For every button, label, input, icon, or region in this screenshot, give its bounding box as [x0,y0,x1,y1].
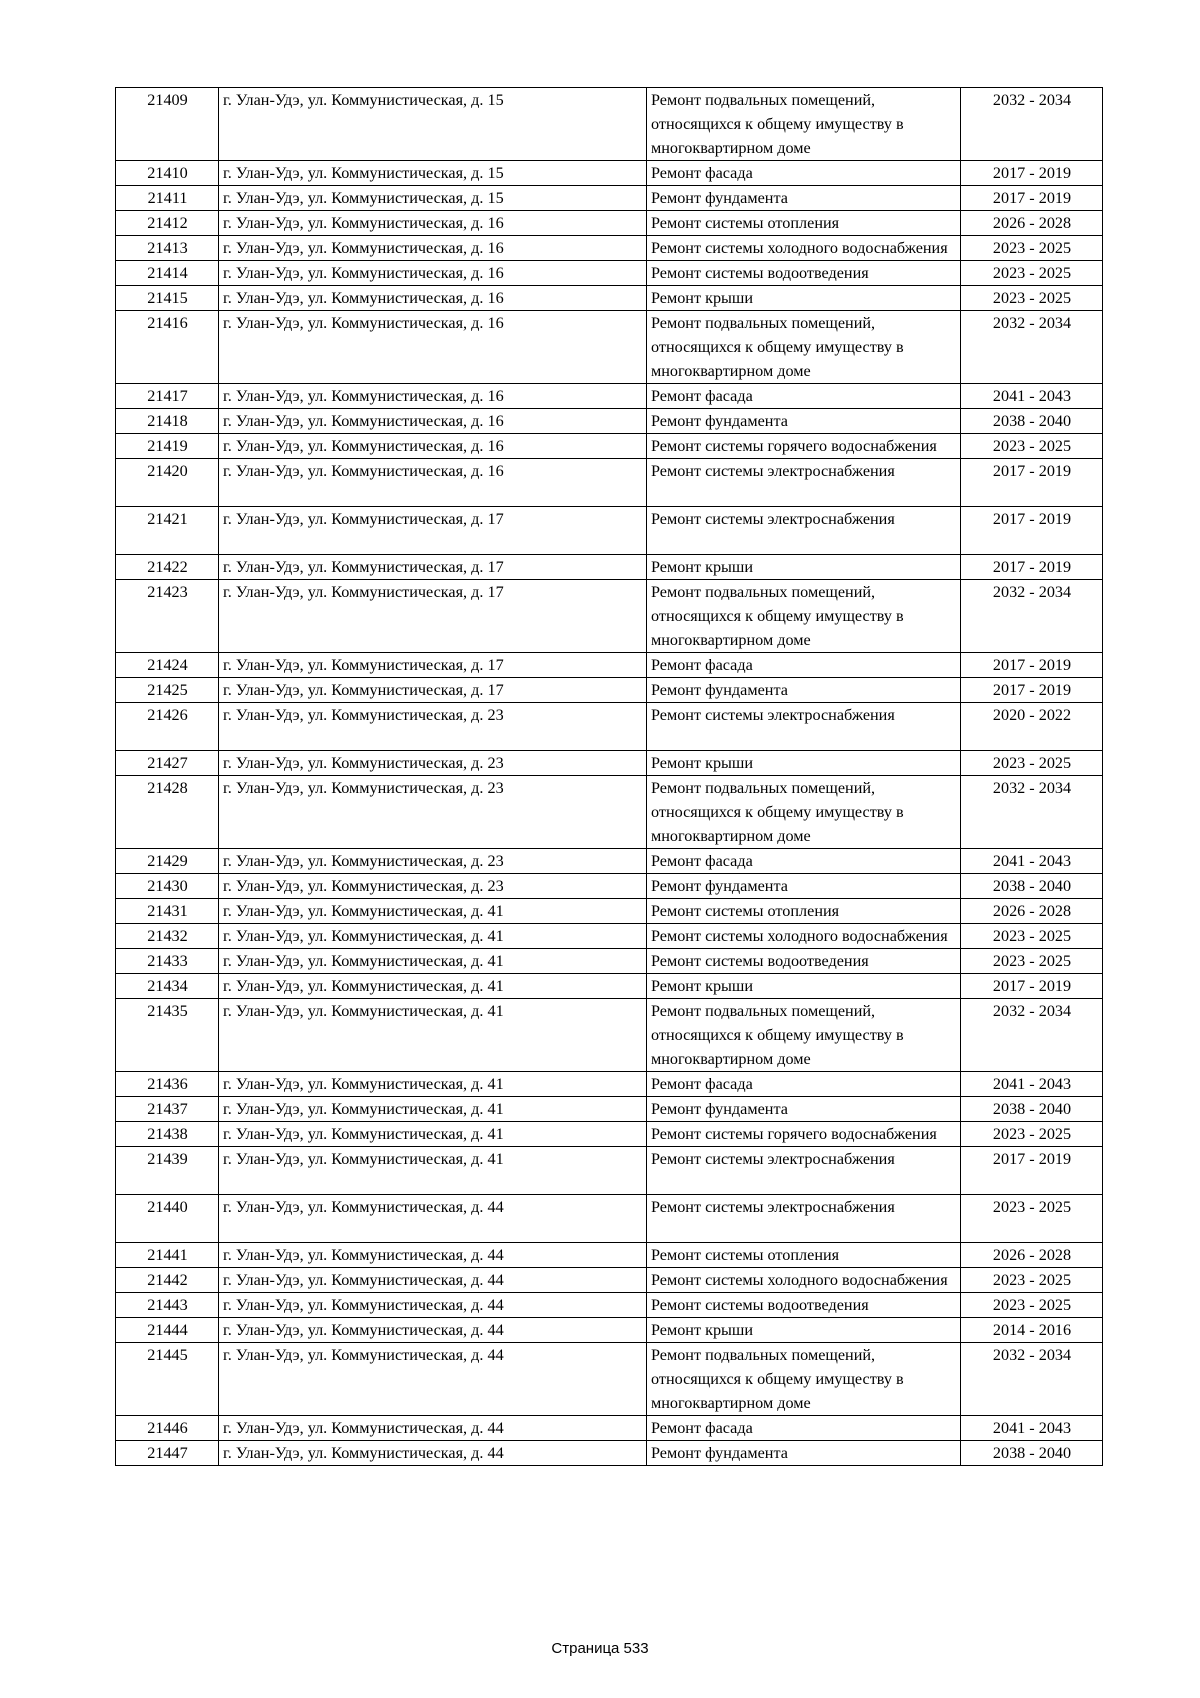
row-number: 21435 [116,999,219,1072]
row-number: 21413 [116,236,219,261]
address-cell: г. Улан-Удэ, ул. Коммунистическая, д. 41 [219,899,647,924]
address-cell: г. Улан-Удэ, ул. Коммунистическая, д. 16 [219,261,647,286]
table-row [116,311,1103,384]
period-cell: 2041 - 2043 [961,1416,1103,1441]
row-number: 21437 [116,1097,219,1122]
table-row [116,974,1103,999]
period-cell: 2017 - 2019 [961,507,1103,555]
row-number: 21429 [116,849,219,874]
address-cell: г. Улан-Удэ, ул. Коммунистическая, д. 41 [219,1147,647,1195]
period-cell: 2014 - 2016 [961,1318,1103,1343]
address-cell: г. Улан-Удэ, ул. Коммунистическая, д. 17 [219,580,647,653]
period-cell: 2038 - 2040 [961,1097,1103,1122]
period-cell: 2032 - 2034 [961,999,1103,1072]
row-number: 21438 [116,1122,219,1147]
table-row [116,999,1103,1072]
work-type-cell: Ремонт крыши [647,555,961,580]
work-type-cell: Ремонт системы холодного водоснабжения [647,236,961,261]
row-number: 21412 [116,211,219,236]
row-number: 21420 [116,459,219,507]
address-cell: г. Улан-Удэ, ул. Коммунистическая, д. 16 [219,286,647,311]
work-type-cell: Ремонт подвальных помещений, относящихся к общему имуществу в многоквартирном доме [647,88,961,161]
table-row [116,409,1103,434]
work-type-cell: Ремонт системы холодного водоснабжения [647,924,961,949]
work-type-cell: Ремонт системы холодного водоснабжения [647,1268,961,1293]
table-row [116,1195,1103,1243]
address-cell: г. Улан-Удэ, ул. Коммунистическая, д. 44 [219,1416,647,1441]
row-number: 21418 [116,409,219,434]
address-cell: г. Улан-Удэ, ул. Коммунистическая, д. 15 [219,88,647,161]
table-row [116,949,1103,974]
row-number: 21416 [116,311,219,384]
work-type-cell: Ремонт подвальных помещений, относящихся к общему имуществу в многоквартирном доме [647,580,961,653]
period-cell: 2023 - 2025 [961,949,1103,974]
address-cell: г. Улан-Удэ, ул. Коммунистическая, д. 15 [219,186,647,211]
table-row [116,161,1103,186]
period-cell: 2023 - 2025 [961,261,1103,286]
period-cell: 2032 - 2034 [961,776,1103,849]
work-type-cell: Ремонт крыши [647,974,961,999]
row-number: 21439 [116,1147,219,1195]
period-cell: 2032 - 2034 [961,88,1103,161]
period-cell: 2017 - 2019 [961,974,1103,999]
address-cell: г. Улан-Удэ, ул. Коммунистическая, д. 41 [219,1122,647,1147]
row-number: 21432 [116,924,219,949]
work-type-cell: Ремонт системы электроснабжения [647,507,961,555]
table-row [116,1318,1103,1343]
period-cell: 2041 - 2043 [961,384,1103,409]
period-cell: 2017 - 2019 [961,555,1103,580]
work-type-cell: Ремонт системы водоотведения [647,949,961,974]
address-cell: г. Улан-Удэ, ул. Коммунистическая, д. 15 [219,161,647,186]
table-row [116,776,1103,849]
table-row [116,555,1103,580]
row-number: 21436 [116,1072,219,1097]
work-type-cell: Ремонт фасада [647,161,961,186]
row-number: 21421 [116,507,219,555]
row-number: 21415 [116,286,219,311]
address-cell: г. Улан-Удэ, ул. Коммунистическая, д. 41 [219,924,647,949]
table-row [116,751,1103,776]
address-cell: г. Улан-Удэ, ул. Коммунистическая, д. 23 [219,849,647,874]
work-type-cell: Ремонт фундамента [647,874,961,899]
work-type-cell: Ремонт фасада [647,849,961,874]
table-row [116,211,1103,236]
table-row [116,874,1103,899]
period-cell: 2017 - 2019 [961,678,1103,703]
period-cell: 2038 - 2040 [961,874,1103,899]
row-number: 21422 [116,555,219,580]
period-cell: 2041 - 2043 [961,849,1103,874]
row-number: 21425 [116,678,219,703]
work-type-cell: Ремонт системы водоотведения [647,1293,961,1318]
address-cell: г. Улан-Удэ, ул. Коммунистическая, д. 44 [219,1268,647,1293]
work-type-cell: Ремонт системы электроснабжения [647,1147,961,1195]
row-number: 21444 [116,1318,219,1343]
work-type-cell: Ремонт системы водоотведения [647,261,961,286]
address-cell: г. Улан-Удэ, ул. Коммунистическая, д. 41 [219,974,647,999]
work-type-cell: Ремонт системы горячего водоснабжения [647,1122,961,1147]
row-number: 21434 [116,974,219,999]
work-type-cell: Ремонт фасада [647,1416,961,1441]
address-cell: г. Улан-Удэ, ул. Коммунистическая, д. 17 [219,555,647,580]
work-type-cell: Ремонт фасада [647,1072,961,1097]
table-row [116,186,1103,211]
address-cell: г. Улан-Удэ, ул. Коммунистическая, д. 16 [219,236,647,261]
period-cell: 2032 - 2034 [961,580,1103,653]
row-number: 21423 [116,580,219,653]
address-cell: г. Улан-Удэ, ул. Коммунистическая, д. 17 [219,653,647,678]
address-cell: г. Улан-Удэ, ул. Коммунистическая, д. 16 [219,311,647,384]
row-number: 21410 [116,161,219,186]
address-cell: г. Улан-Удэ, ул. Коммунистическая, д. 16 [219,384,647,409]
row-number: 21427 [116,751,219,776]
work-type-cell: Ремонт подвальных помещений, относящихся к общему имуществу в многоквартирном доме [647,311,961,384]
period-cell: 2023 - 2025 [961,434,1103,459]
table-row [116,653,1103,678]
period-cell: 2023 - 2025 [961,1293,1103,1318]
address-cell: г. Улан-Удэ, ул. Коммунистическая, д. 17 [219,678,647,703]
period-cell: 2026 - 2028 [961,899,1103,924]
period-cell: 2023 - 2025 [961,1195,1103,1243]
table-row [116,849,1103,874]
table-row [116,507,1103,555]
work-type-cell: Ремонт системы электроснабжения [647,1195,961,1243]
row-number: 21424 [116,653,219,678]
table-row [116,1441,1103,1466]
period-cell: 2038 - 2040 [961,1441,1103,1466]
address-cell: г. Улан-Удэ, ул. Коммунистическая, д. 23 [219,703,647,751]
row-number: 21445 [116,1343,219,1416]
work-type-cell: Ремонт фундамента [647,1097,961,1122]
row-number: 21441 [116,1243,219,1268]
address-cell: г. Улан-Удэ, ул. Коммунистическая, д. 16 [219,434,647,459]
table-row [116,286,1103,311]
work-type-cell: Ремонт системы электроснабжения [647,703,961,751]
work-type-cell: Ремонт фундамента [647,678,961,703]
table-body [116,88,1103,1466]
row-number: 21414 [116,261,219,286]
work-type-cell: Ремонт системы отопления [647,899,961,924]
row-number: 21443 [116,1293,219,1318]
table-row [116,580,1103,653]
work-type-cell: Ремонт фундамента [647,409,961,434]
table-row [116,1268,1103,1293]
table-row [116,703,1103,751]
work-type-cell: Ремонт системы горячего водоснабжения [647,434,961,459]
row-number: 21433 [116,949,219,974]
address-cell: г. Улан-Удэ, ул. Коммунистическая, д. 41 [219,1097,647,1122]
table-row [116,1293,1103,1318]
row-number: 21411 [116,186,219,211]
row-number: 21409 [116,88,219,161]
table-row [116,1072,1103,1097]
row-number: 21428 [116,776,219,849]
table-row [116,1343,1103,1416]
address-cell: г. Улан-Удэ, ул. Коммунистическая, д. 44 [219,1318,647,1343]
address-cell: г. Улан-Удэ, ул. Коммунистическая, д. 41 [219,1072,647,1097]
work-type-cell: Ремонт фасада [647,653,961,678]
address-cell: г. Улан-Удэ, ул. Коммунистическая, д. 16 [219,459,647,507]
period-cell: 2017 - 2019 [961,186,1103,211]
table-row [116,261,1103,286]
work-type-cell: Ремонт крыши [647,1318,961,1343]
row-number: 21417 [116,384,219,409]
work-type-cell: Ремонт фасада [647,384,961,409]
address-cell: г. Улан-Удэ, ул. Коммунистическая, д. 23 [219,751,647,776]
period-cell: 2023 - 2025 [961,1122,1103,1147]
work-type-cell: Ремонт крыши [647,751,961,776]
address-cell: г. Улан-Удэ, ул. Коммунистическая, д. 44 [219,1293,647,1318]
address-cell: г. Улан-Удэ, ул. Коммунистическая, д. 44 [219,1195,647,1243]
address-cell: г. Улан-Удэ, ул. Коммунистическая, д. 23 [219,776,647,849]
table-row [116,1416,1103,1441]
period-cell: 2023 - 2025 [961,924,1103,949]
address-cell: г. Улан-Удэ, ул. Коммунистическая, д. 17 [219,507,647,555]
address-cell: г. Улан-Удэ, ул. Коммунистическая, д. 23 [219,874,647,899]
period-cell: 2023 - 2025 [961,236,1103,261]
table-row [116,459,1103,507]
row-number: 21440 [116,1195,219,1243]
period-cell: 2017 - 2019 [961,161,1103,186]
address-cell: г. Улан-Удэ, ул. Коммунистическая, д. 44 [219,1243,647,1268]
row-number: 21431 [116,899,219,924]
table-row [116,236,1103,261]
work-type-cell: Ремонт подвальных помещений, относящихся к общему имуществу в многоквартирном доме [647,1343,961,1416]
table-row [116,899,1103,924]
address-cell: г. Улан-Удэ, ул. Коммунистическая, д. 41 [219,949,647,974]
address-cell: г. Улан-Удэ, ул. Коммунистическая, д. 44 [219,1343,647,1416]
table-row [116,1122,1103,1147]
row-number: 21442 [116,1268,219,1293]
table-row [116,384,1103,409]
table-row [116,434,1103,459]
work-type-cell: Ремонт крыши [647,286,961,311]
table-row [116,1243,1103,1268]
address-cell: г. Улан-Удэ, ул. Коммунистическая, д. 44 [219,1441,647,1466]
work-type-cell: Ремонт фундамента [647,186,961,211]
work-type-cell: Ремонт фундамента [647,1441,961,1466]
period-cell: 2032 - 2034 [961,1343,1103,1416]
row-number: 21426 [116,703,219,751]
period-cell: 2023 - 2025 [961,286,1103,311]
row-number: 21419 [116,434,219,459]
address-cell: г. Улан-Удэ, ул. Коммунистическая, д. 16 [219,211,647,236]
period-cell: 2017 - 2019 [961,1147,1103,1195]
table-row [116,924,1103,949]
period-cell: 2041 - 2043 [961,1072,1103,1097]
row-number: 21446 [116,1416,219,1441]
period-cell: 2026 - 2028 [961,1243,1103,1268]
period-cell: 2026 - 2028 [961,211,1103,236]
address-cell: г. Улан-Удэ, ул. Коммунистическая, д. 16 [219,409,647,434]
period-cell: 2038 - 2040 [961,409,1103,434]
period-cell: 2023 - 2025 [961,1268,1103,1293]
address-cell: г. Улан-Удэ, ул. Коммунистическая, д. 41 [219,999,647,1072]
page-number: Страница 533 [551,1640,649,1657]
table-row [116,678,1103,703]
work-type-cell: Ремонт системы электроснабжения [647,459,961,507]
period-cell: 2017 - 2019 [961,653,1103,678]
period-cell: 2017 - 2019 [961,459,1103,507]
table-row [116,1147,1103,1195]
table-row [116,88,1103,161]
period-cell: 2023 - 2025 [961,751,1103,776]
row-number: 21430 [116,874,219,899]
repair-schedule-table [115,87,1103,1466]
work-type-cell: Ремонт подвальных помещений, относящихся к общему имуществу в многоквартирном доме [647,776,961,849]
period-cell: 2032 - 2034 [961,311,1103,384]
period-cell: 2020 - 2022 [961,703,1103,751]
row-number: 21447 [116,1441,219,1466]
work-type-cell: Ремонт системы отопления [647,1243,961,1268]
work-type-cell: Ремонт подвальных помещений, относящихся к общему имуществу в многоквартирном доме [647,999,961,1072]
table-row [116,1097,1103,1122]
work-type-cell: Ремонт системы отопления [647,211,961,236]
